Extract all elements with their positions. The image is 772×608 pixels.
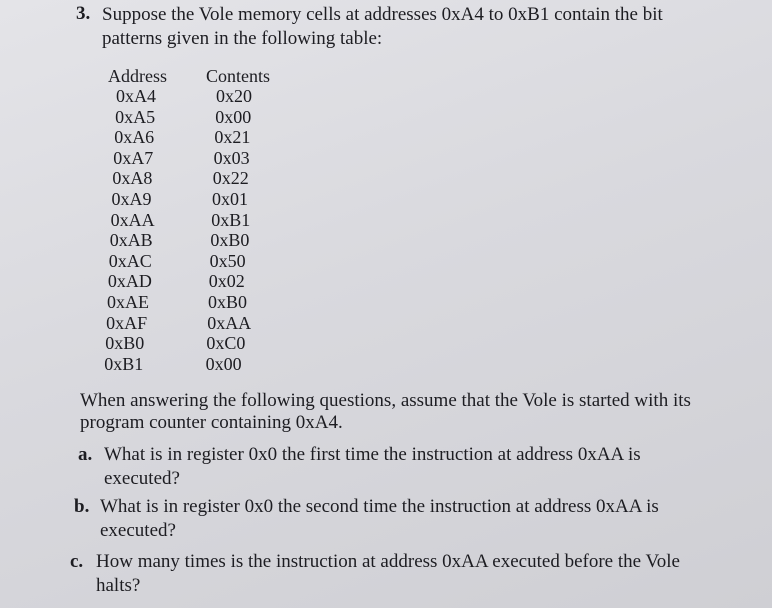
address-cell: 0xA8: [112, 168, 153, 189]
subquestion-c-label: c.: [70, 551, 84, 572]
contents-cell: 0x00: [205, 353, 242, 374]
address-cell: 0xA5: [115, 106, 156, 127]
subquestion-b-text: What is in register 0x0 the second time the instruction at address 0xAA is executed?: [100, 496, 659, 541]
address-cell: 0xAE: [107, 292, 149, 312]
question-number: 3.: [76, 3, 91, 24]
subquestion-a-label: a.: [78, 444, 93, 465]
contents-cell: 0x21: [214, 127, 251, 148]
address-cell: 0xA9: [111, 189, 152, 209]
address-cell: 0xA4: [116, 86, 156, 106]
contents-cell: 0xB0: [208, 292, 248, 312]
subquestion-b: [74, 495, 660, 543]
contents-header: Contents: [206, 66, 271, 86]
contents-cell: 0xC0: [206, 333, 246, 354]
contents-cell: 0x00: [215, 106, 252, 127]
subquestion-a-text: What is in register 0x0 the first time the instruction at address 0xAA is executed?: [104, 444, 641, 489]
address-cell: 0xAB: [109, 230, 153, 251]
contents-cell: 0x02: [208, 271, 245, 292]
contents-cell: 0x22: [212, 168, 249, 189]
address-cell: 0xA7: [113, 147, 154, 168]
contents-cell: 0xB0: [210, 230, 250, 251]
subquestion-a: [78, 443, 684, 491]
subquestion-b-label: b.: [74, 496, 90, 517]
subquestion-c: [70, 550, 696, 598]
address-cell: 0xAC: [108, 250, 152, 271]
subquestion-c-text: How many times is the instruction at address 0xAA executed before the Vole halts?: [96, 551, 680, 596]
contents-cell: 0xAA: [207, 312, 252, 333]
address-cell: 0xAD: [107, 271, 152, 292]
contents-cell: 0xB1: [211, 209, 251, 230]
address-cell: 0xB1: [104, 353, 144, 374]
contents-cell: 0x01: [212, 189, 248, 209]
address-cell: 0xA6: [114, 127, 155, 148]
contents-cell: 0x03: [213, 147, 250, 168]
address-cell: 0xB0: [105, 333, 145, 354]
question-text: Suppose the Vole memory cells at addresses 0xA4 to 0xB1 contain the bit patterns given in the following table:: [102, 4, 663, 49]
instructions-paragraph: When answering the following questions, assume that the Vole is started with its program counter containing 0xA4.: [80, 390, 691, 433]
contents-cell: 0x20: [216, 86, 252, 106]
contents-cell: 0x50: [209, 250, 246, 271]
address-header: Address: [108, 66, 167, 86]
address-cell: 0xAF: [106, 312, 148, 333]
address-cell: 0xAA: [110, 209, 155, 230]
